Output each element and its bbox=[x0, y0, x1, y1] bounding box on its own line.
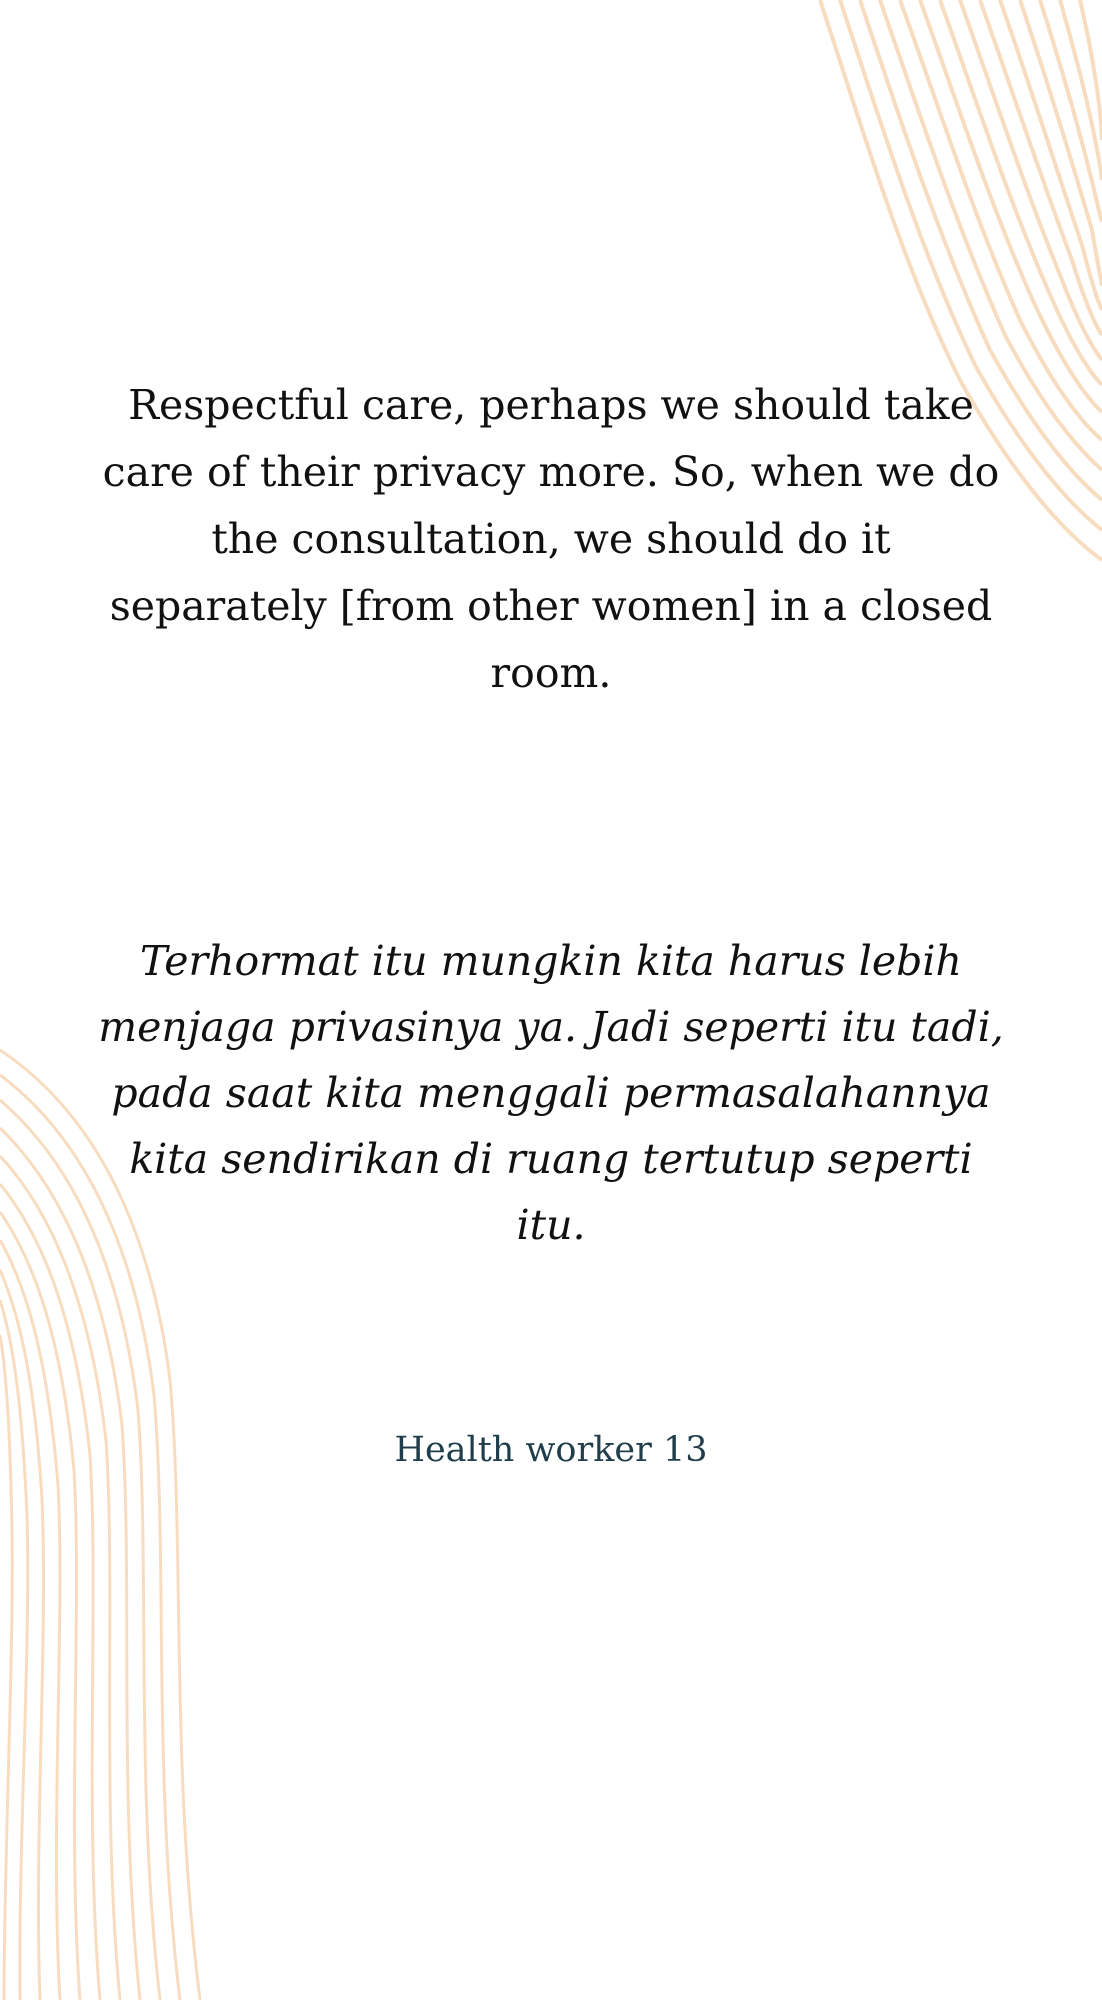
quote-english: Respectful care, perhaps we should take care of their privacy more. So, when we do the consultation, we should do it separately [from other women] in a closed room. bbox=[102, 381, 1000, 697]
quote-indonesian: Terhormat itu mungkin kita harus lebih menjaga privasinya ya. Jadi seperti itu tadi, pada saat kita menggali permasalahannya kita sendirikan di ruang tertutup seperti itu. bbox=[98, 937, 1004, 1249]
quote-attribution: Health worker 13 bbox=[394, 1430, 708, 1470]
